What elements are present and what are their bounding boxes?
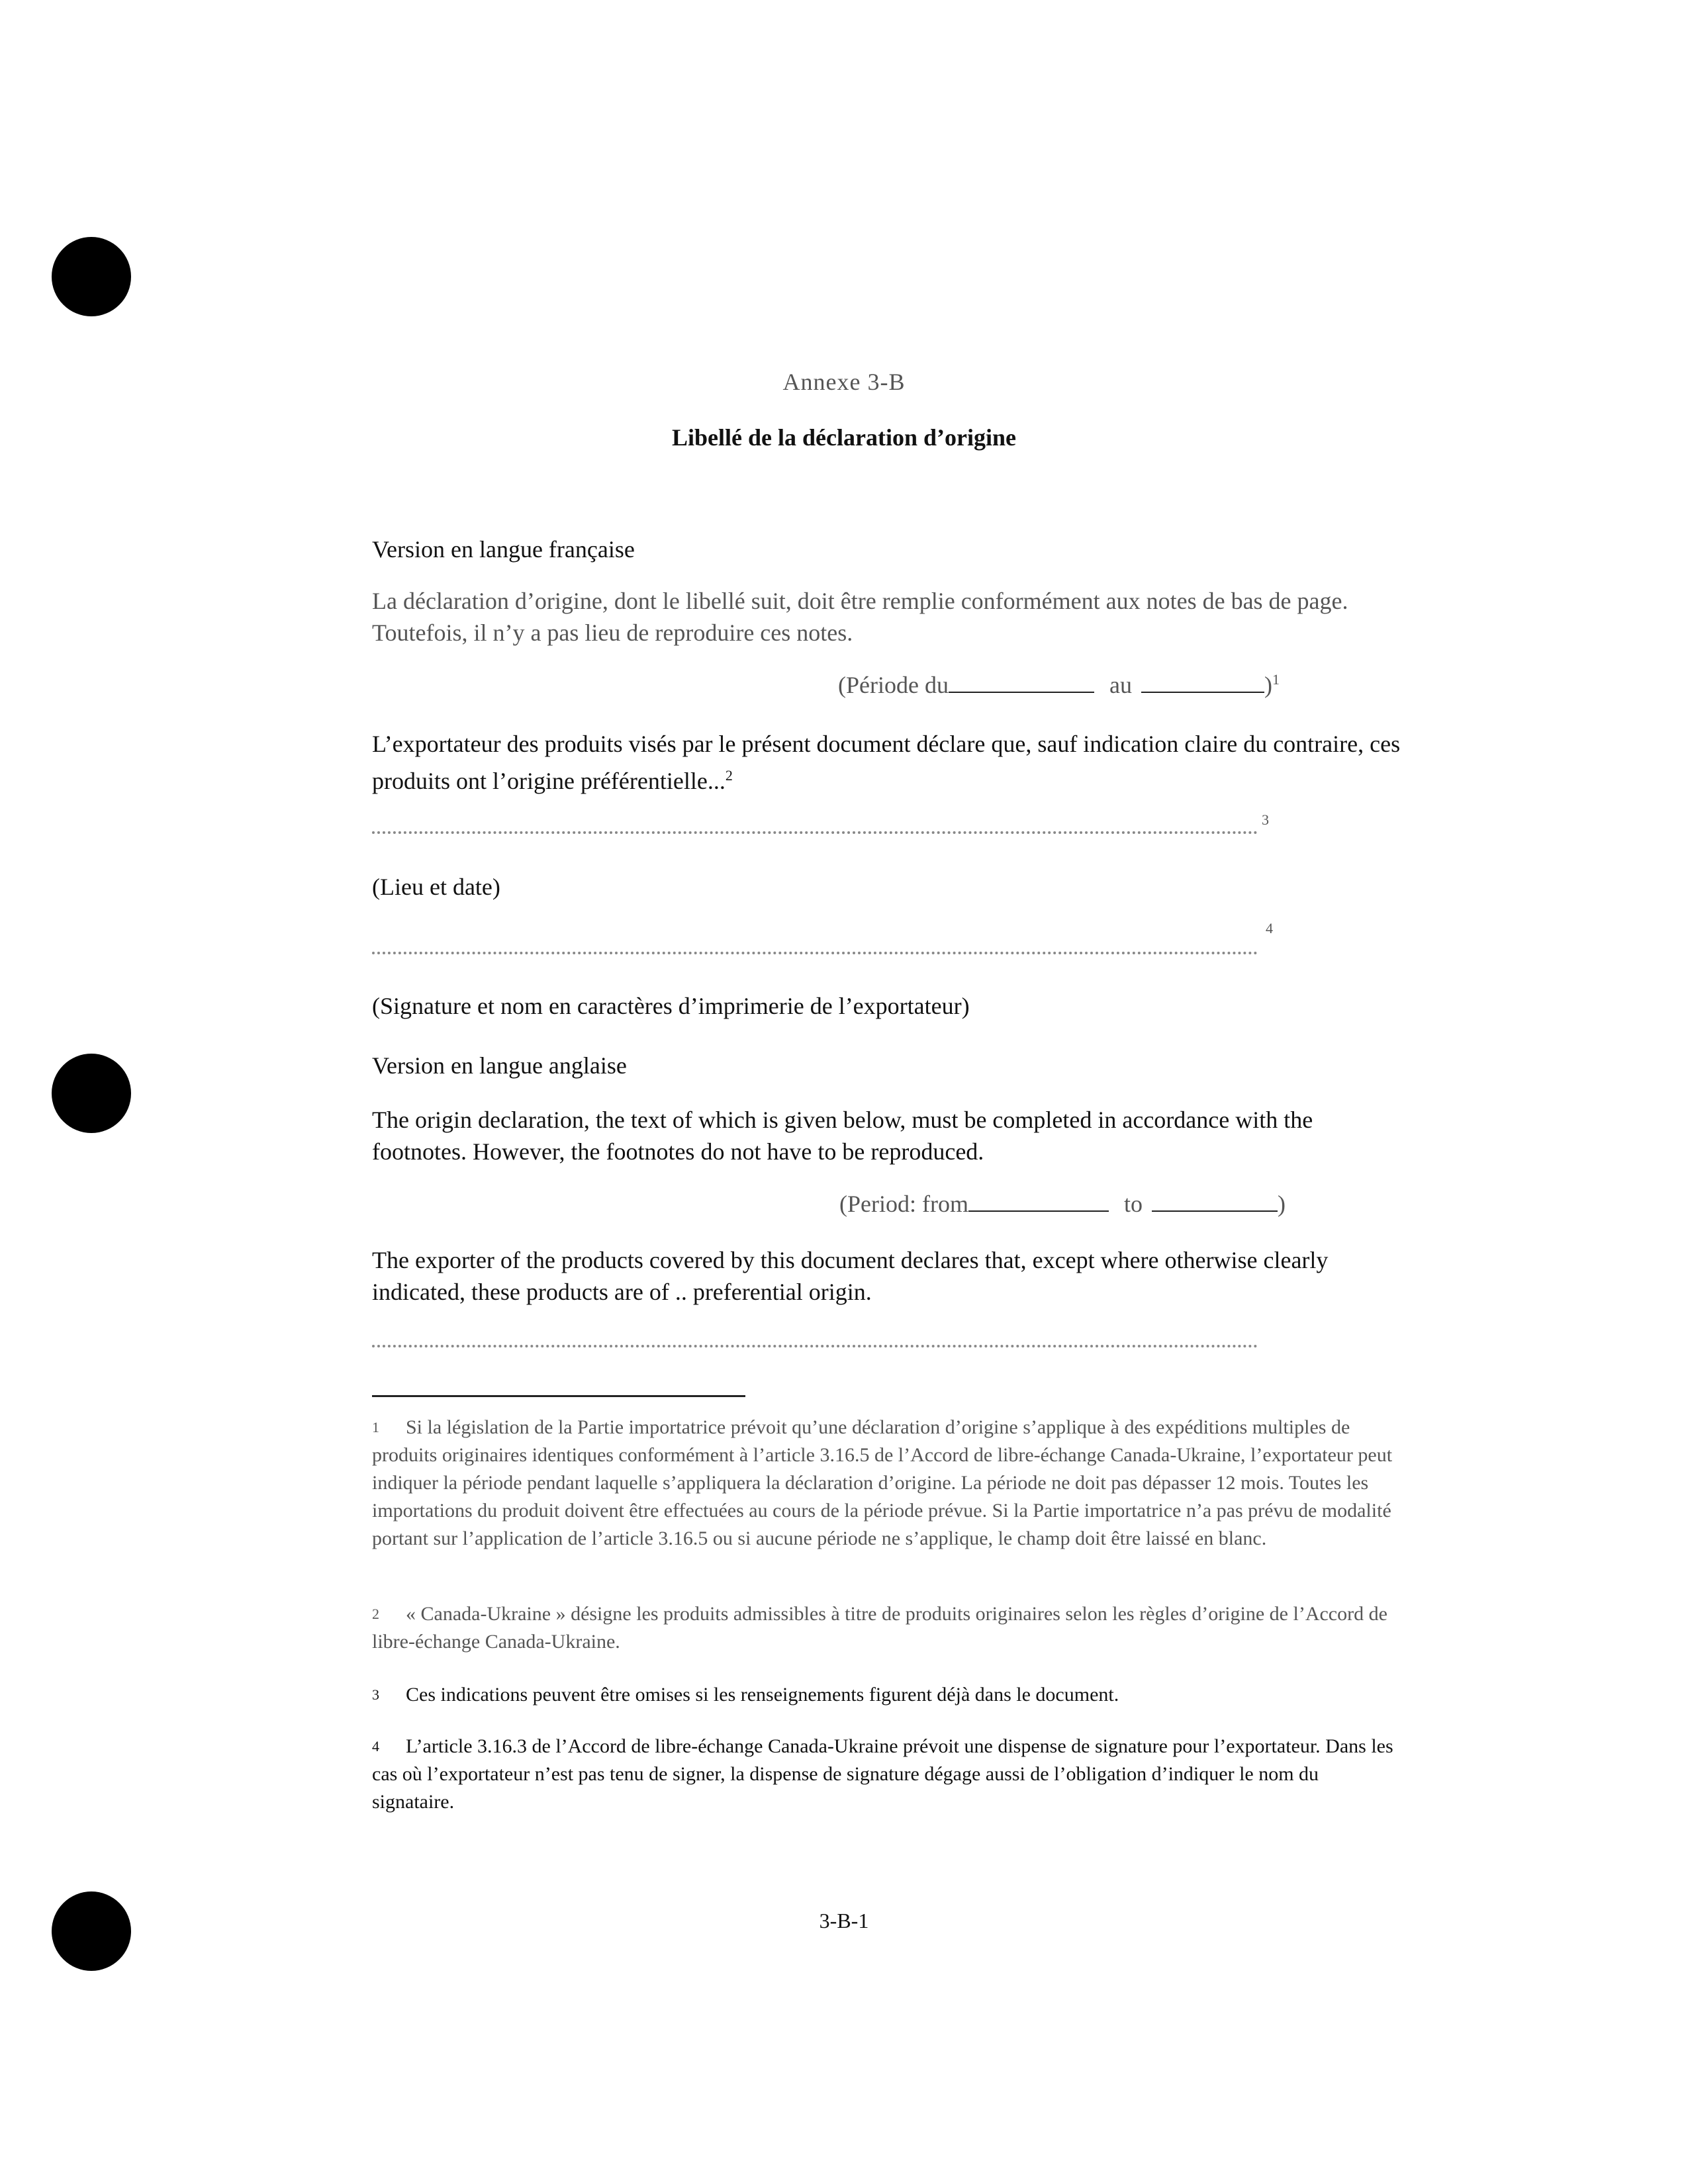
english-declaration: The exporter of the products covered by this document declares that, except where otherwise clearly indicated, these products are of .. preferential origin.	[372, 1247, 1329, 1305]
english-intro: The origin declaration, the text of which is given below, must be completed in accordance with the footnotes. However, the footnotes do not have to be reproduced.	[372, 1107, 1313, 1165]
footnote-3	[372, 1681, 1405, 1709]
footnote-number: 3	[372, 1686, 379, 1703]
footnote-number: 1	[372, 1419, 379, 1435]
footnote-text: Si la législation de la Partie importatrice prévoit qu’une déclaration d’origine s’applique à des expéditions multiples de produits originaires identiques conformément à l’article 3.16.5 de l’Accord de libre-échange Canada-Ukraine, l’exportateur peut indiquer la période pendant laquelle s’appliquera la déclaration d’origine. La période ne doit pas dépasser 12 mois. Toutes les importations du produit doivent être effectuées au cours de la période prévue. Si la Partie importatrice n’a pas prévu de modalité portant sur l’application de l’article 3.16.5 ou si aucune période ne s’applique, le champ doit être laissé en blanc.	[372, 1416, 1393, 1549]
footnote-ref-4: 4	[1266, 920, 1273, 936]
footnote-ref-1: 1	[1272, 671, 1280, 688]
french-declaration	[372, 728, 1405, 797]
english-period-suffix: )	[1277, 1191, 1286, 1217]
signature-label: (Signature et nom en caractères d’imprimerie de l’exportateur)	[372, 993, 970, 1019]
footnote-text: L’article 3.16.3 de l’Accord de libre-échange Canada-Ukraine prévoit une dispense de signature pour l’exportateur. Dans les cas où l’exportateur n’est pas tenu de signer, la dispense de signature dégage aussi de l’obligation d’indiquer le nom du signataire.	[372, 1735, 1393, 1813]
footnote-number: 4	[372, 1738, 379, 1754]
footnote-2	[372, 1600, 1405, 1656]
place-date-dotted-line	[372, 831, 1258, 834]
english-period-end-blank	[1152, 1210, 1278, 1212]
english-version-heading: Version en langue anglaise	[372, 1052, 627, 1079]
french-period-line	[838, 671, 1280, 699]
footnote-4	[372, 1733, 1405, 1816]
english-dotted-line	[372, 1345, 1258, 1347]
page-number: 3-B-1	[819, 1909, 869, 1933]
annex-title: Annexe 3-B	[782, 369, 906, 395]
french-declaration-text: L’exportateur des produits visés par le présent document déclare que, sauf indication claire du contraire, ces produits ont l’origine préférentielle...	[372, 731, 1401, 794]
footnote-number: 2	[372, 1606, 379, 1622]
signature-dotted-line	[372, 952, 1258, 954]
french-period-suffix: )	[1264, 672, 1272, 698]
footnote-1	[372, 1414, 1405, 1553]
english-period-mid: to	[1123, 1191, 1143, 1217]
footnote-separator	[372, 1395, 745, 1397]
english-period-line	[839, 1190, 1286, 1218]
french-intro: La déclaration d’origine, dont le libellé suit, doit être remplie conformément aux notes de bas de page. Toutefois, il n’y a pas lieu de reproduire ces notes.	[372, 588, 1348, 646]
document-title: Libellé de la déclaration d’origine	[672, 424, 1016, 451]
footnote-text: Ces indications peuvent être omises si les renseignements figurent déjà dans le document.	[406, 1684, 1119, 1706]
english-period-prefix: (Period: from	[839, 1191, 968, 1217]
english-period-start-blank	[968, 1210, 1109, 1212]
footnote-text: « Canada-Ukraine » désigne les produits admissibles à titre de produits originaires selon les règles d’origine de l’Accord de libre-échange Canada-Ukraine.	[372, 1603, 1387, 1653]
french-period-mid: au	[1109, 672, 1132, 698]
binder-hole-middle	[52, 1054, 131, 1133]
french-version-heading: Version en langue française	[372, 536, 635, 563]
french-period-prefix: (Période du	[838, 672, 949, 698]
french-period-start-blank	[949, 692, 1094, 693]
footnote-ref-3: 3	[1262, 811, 1269, 828]
footnote-ref-2: 2	[725, 767, 733, 784]
french-period-end-blank	[1141, 692, 1264, 693]
binder-hole-top	[52, 237, 131, 316]
place-date-label: (Lieu et date)	[372, 874, 500, 900]
